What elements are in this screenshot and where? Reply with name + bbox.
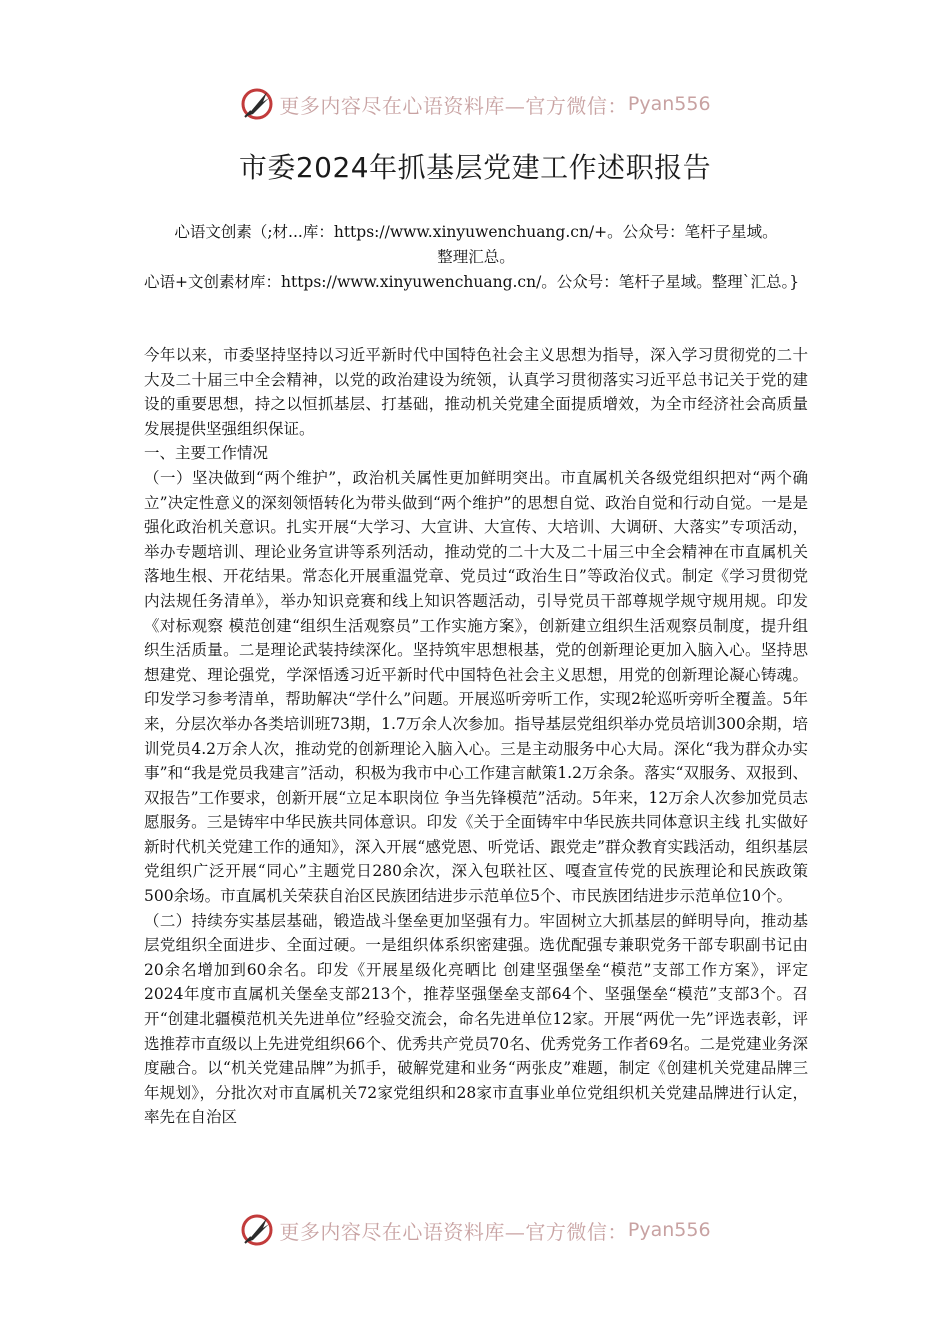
body-paragraph-intro: 今年以来，市委坚持坚持以习近平新时代中国特色社会主义思想为指导，深入学习贯彻党的二十大及二十届三中全会精神，以党的政治建设为统领，认真学习贯彻落实习近平总书记关于党的建设的重要思想，持之以恒抓基层、打基础，推动机关党建全面提质增效，为全市经济社会高质量发展提供坚强组织保证。 <box>144 346 808 438</box>
body-paragraph-2: （二）持续夯实基层基础，锻造战斗堡垒更加坚强有力。牢固树立大抓基层的鲜明导向，推动基层党组织全面进步、全面过硬。一是组织体系织密建强。选优配强专兼职党务干部专职副书记由20余名增加到60余名。印发《开展星级化亮晒比 创建坚强堡垒“模范”支部工作方案》，评定2024年度市直属机关堡垒支部213个，推荐坚强堡垒支部64个、坚强堡垒“模范”支部3个。召开“创建北疆模范机关先进单位”经验交流会，命名先进单位12家。开展“两优一先”评选表彰，评选推荐市直级以上先进党组织66个、优秀共产党员70名、优秀党务工作者69名。二是党建业务深度融合。以“机关党建品牌”为抓手，破解党建和业务“两张皮”难题，制定《创建机关党建品牌三年规划》，分批次对市直属机关72家党组织和28家市直事业单位党组织机关党建品牌进行认定，率先在自治区 <box>144 911 808 1127</box>
source-note <box>144 220 808 295</box>
watermark-wechat-id: Pyan556 <box>627 1219 711 1241</box>
watermark-wechat-id: Pyan556 <box>627 93 711 115</box>
source-note-line-3: 心语+文创素材库：https://www.xinyuwenchuang.cn/。公众号：笔杆子星域。整理`汇总。} <box>144 273 800 291</box>
watermark-banner-top <box>0 82 950 126</box>
watermark-banner-bottom <box>0 1208 950 1252</box>
section-heading: 一、主要工作情况 <box>144 444 269 463</box>
source-note-line-1: 心语文创素（;材...库：https://www.xinyuwenchuang.cn/+。公众号：笔杆子星域。 <box>174 223 778 241</box>
quill-pen-logo-icon <box>239 86 275 122</box>
document-title: 市委2024年抓基层党建工作述职报告 <box>238 151 712 184</box>
watermark-text: 更多内容尽在心语资料库—官方微信： <box>279 1219 628 1244</box>
quill-pen-logo-icon <box>239 1212 275 1248</box>
source-note-line-2: 整理汇总。 <box>437 248 515 266</box>
document-body <box>144 343 808 1130</box>
watermark-text: 更多内容尽在心语资料库—官方微信： <box>279 93 628 118</box>
body-paragraph-1: （一）坚决做到“两个维护”，政治机关属性更加鲜明突出。市直属机关各级党组织把对“两个确立”决定性意义的深刻领悟转化为带头做到“两个维护”的思想自觉、政治自觉和行动自觉。一是是强化政治机关意识。扎实开展“大学习、大宣讲、大宣传、大培训、大调研、大落实”专项活动，举办专题培训、理论业务宣讲等系列活动，推动党的二十大及二十届三中全会精神在市直属机关落地生根、开花结果。常态化开展重温党章、党员过“政治生日”等政治仪式。制定《学习贯彻党内法规任务清单》，举办知识竞赛和线上知识答题活动，引导党员干部尊规学规守规用规。印发《对标观察 模范创建“组织生活观察员”工作实施方案》，创新建立组织生活观察员制度，提升组织生活质量。二是理论武装持续深化。坚持筑牢思想根基，党的创新理论更加入脑入心。坚持思想建党、理论强党，学深悟透习近平新时代中国特色社会主义思想，用党的创新理论凝心铸魂。印发学习参考清单，帮助解决“学什么”问题。开展巡听旁听工作，实现2轮巡听旁听全覆盖。5年来，分层次举办各类培训班73期，1.7万余人次参加。指导基层党组织举办党员培训300余期，培训党员4.2万余人次，推动党的创新理论入脑入心。三是主动服务中心大局。深化“我为群众办实事”和“我是党员我建言”活动，积极为我市中心工作建言献策1.2万余条。落实“双服务、双报到、双报告”工作要求，创新开展“立足本职岗位 争当先锋模范”活动。5年来，12万余人次参加党员志愿服务。三是铸牢中华民族共同体意识。印发《关于全面铸牢中华民族共同体意识主线 扎实做好新时代机关党建工作的通知》，深入开展“感党恩、听党话、跟党走”群众教育实践活动，组织基层党组织广泛开展“同心”主题党日280余次，深入包联社区、嘎查宣传党的民族理论和民族政策500余场。市直属机关荣获自治区民族团结进步示范单位5个、市民族团结进步示范单位10个。 <box>144 468 808 906</box>
